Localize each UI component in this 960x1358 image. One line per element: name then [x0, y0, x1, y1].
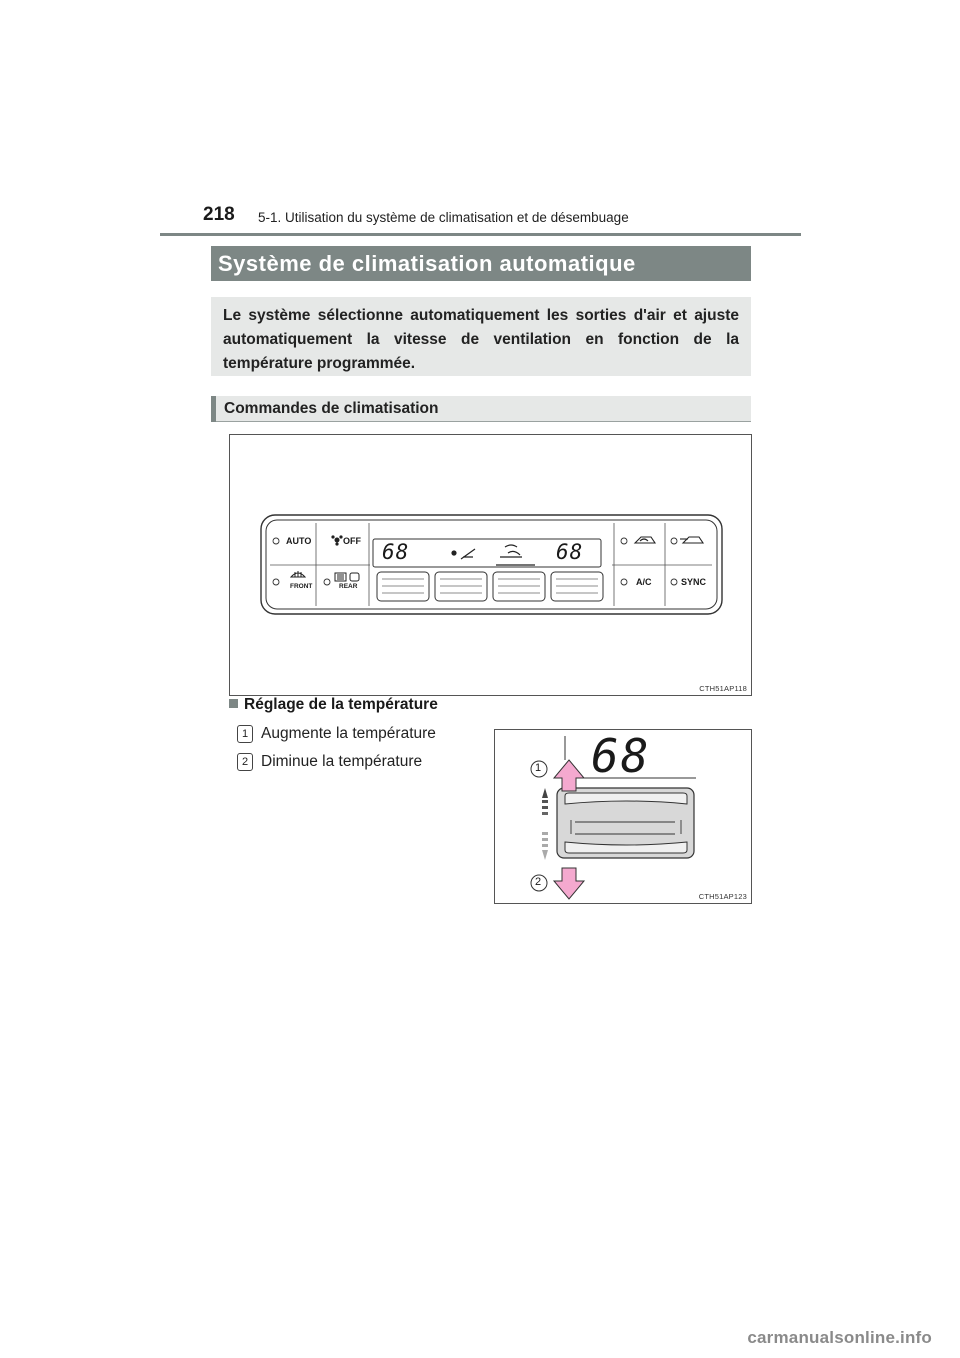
- front-defrost-button[interactable]: FRONT: [290, 583, 313, 590]
- ac-button[interactable]: A/C: [636, 577, 652, 587]
- item-text: Diminue la température: [261, 753, 423, 770]
- item-text: Augmente la température: [261, 725, 436, 742]
- item-number: 2: [237, 753, 253, 771]
- list-item: [237, 725, 436, 743]
- subheading-bar: [211, 396, 751, 422]
- section-heading-text: Réglage de la température: [244, 696, 438, 713]
- header-rule: [160, 233, 801, 236]
- temperature-display: 68: [591, 729, 651, 783]
- subheading-accent: [211, 396, 216, 422]
- auto-button[interactable]: AUTO: [286, 536, 312, 546]
- rear-defrost-button[interactable]: REAR: [339, 583, 358, 590]
- arrow-label-increase: 1: [535, 762, 542, 774]
- left-temperature-display: 68: [382, 540, 410, 564]
- temperature-rocker-figure: [494, 729, 752, 904]
- square-bullet-icon: [229, 699, 238, 708]
- page-number: 218: [203, 204, 235, 225]
- item-number: 1: [237, 725, 253, 743]
- off-button[interactable]: OFF: [343, 536, 361, 546]
- intro-box: [211, 297, 751, 376]
- figure-code: CTH51AP123: [698, 892, 747, 901]
- down-arrow-icon: [554, 868, 584, 899]
- list-item: [237, 753, 422, 771]
- section-heading: [229, 696, 438, 714]
- sync-button[interactable]: SYNC: [681, 577, 707, 587]
- page-title: Système de climatisation automatique: [218, 251, 636, 276]
- up-arrow-icon: [554, 760, 584, 791]
- arrow-label-decrease: 2: [535, 876, 542, 888]
- figure-code: CTH51AP118: [699, 684, 747, 693]
- control-panel-illustration: [230, 435, 751, 695]
- section-title-bar: [211, 246, 751, 281]
- right-temperature-display: 68: [556, 540, 584, 564]
- watermark[interactable]: carmanualsonline.info: [747, 1328, 932, 1347]
- control-panel-figure: [229, 434, 752, 696]
- intro-text: Le système sélectionne automatiquement les sorties d'air et ajuste automatiquement la vitesse de ventilation en fonction de la température programmée.: [223, 307, 739, 372]
- subheading-text: Commandes de climatisation: [224, 400, 439, 417]
- running-header: 5-1. Utilisation du système de climatisation et de désembuage: [258, 210, 629, 225]
